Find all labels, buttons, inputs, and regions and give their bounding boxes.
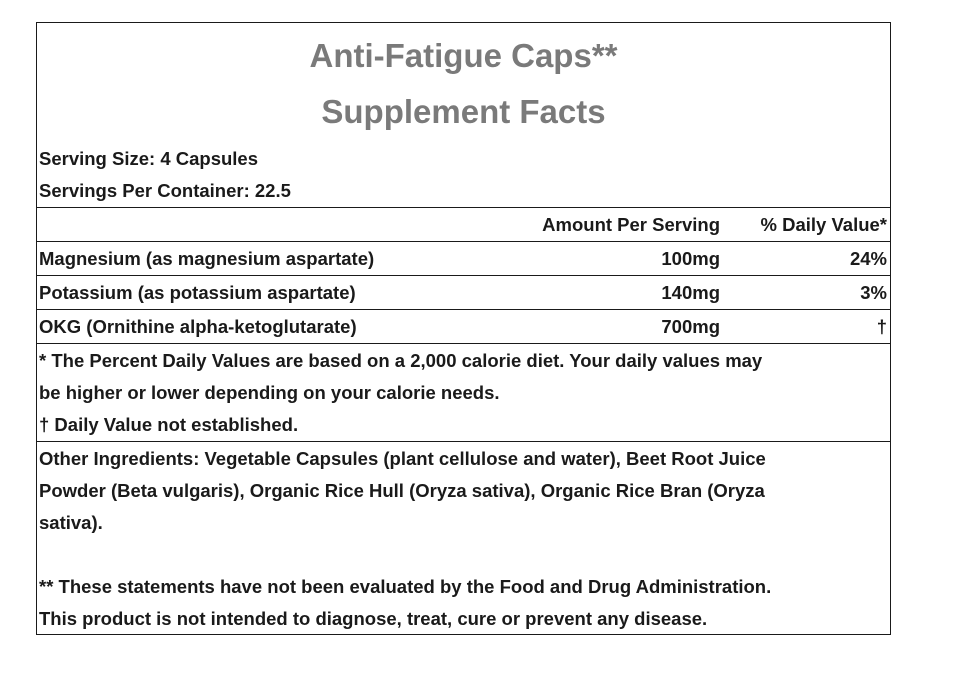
divider (37, 241, 890, 242)
servings-per-container: Servings Per Container: 22.5 (39, 180, 291, 201)
divider (37, 207, 890, 208)
divider (37, 441, 890, 442)
header-amount-per-serving: Amount Per Serving (542, 214, 720, 235)
product-title: Anti-Fatigue Caps** (309, 37, 618, 74)
nutrient-amount: 140mg (661, 282, 720, 303)
fda-disclaimer-cont: This product is not intended to diagnose, treat, cure or prevent any disease. (39, 608, 708, 629)
footnote-dagger: † Daily Value not established. (39, 414, 299, 435)
other-ingredients: Other Ingredients: Vegetable Capsules (plant cellulose and water), Beet Root Juice (39, 448, 766, 469)
nutrient-daily-value: † (876, 316, 887, 337)
divider (37, 275, 890, 276)
other-ingredients-cont: Powder (Beta vulgaris), Organic Rice Hull (Oryza sativa), Organic Rice Bran (Oryza (39, 480, 765, 501)
serving-size: Serving Size: 4 Capsules (39, 148, 259, 169)
divider (37, 309, 890, 310)
header-daily-value: % Daily Value* (760, 214, 887, 235)
footnote-daily-value-cont: be higher or lower depending on your calorie needs. (39, 382, 500, 403)
fda-disclaimer: ** These statements have not been evaluated by the Food and Drug Administration. (39, 576, 772, 597)
nutrient-name: Potassium (as potassium aspartate) (39, 282, 356, 303)
nutrient-amount: 700mg (661, 316, 720, 337)
footnote-daily-value: * The Percent Daily Values are based on a 2,000 calorie diet. Your daily values may (39, 350, 763, 371)
nutrient-name: Magnesium (as magnesium aspartate) (39, 248, 375, 269)
nutrient-daily-value: 24% (849, 248, 887, 269)
nutrient-daily-value: 3% (860, 282, 887, 303)
nutrient-amount: 100mg (661, 248, 720, 269)
divider (37, 343, 890, 344)
nutrient-name: OKG (Ornithine alpha-ketoglutarate) (39, 316, 357, 337)
other-ingredients-end: sativa). (39, 512, 103, 533)
supplement-facts-panel (36, 22, 891, 635)
panel-heading: Supplement Facts (321, 93, 606, 130)
